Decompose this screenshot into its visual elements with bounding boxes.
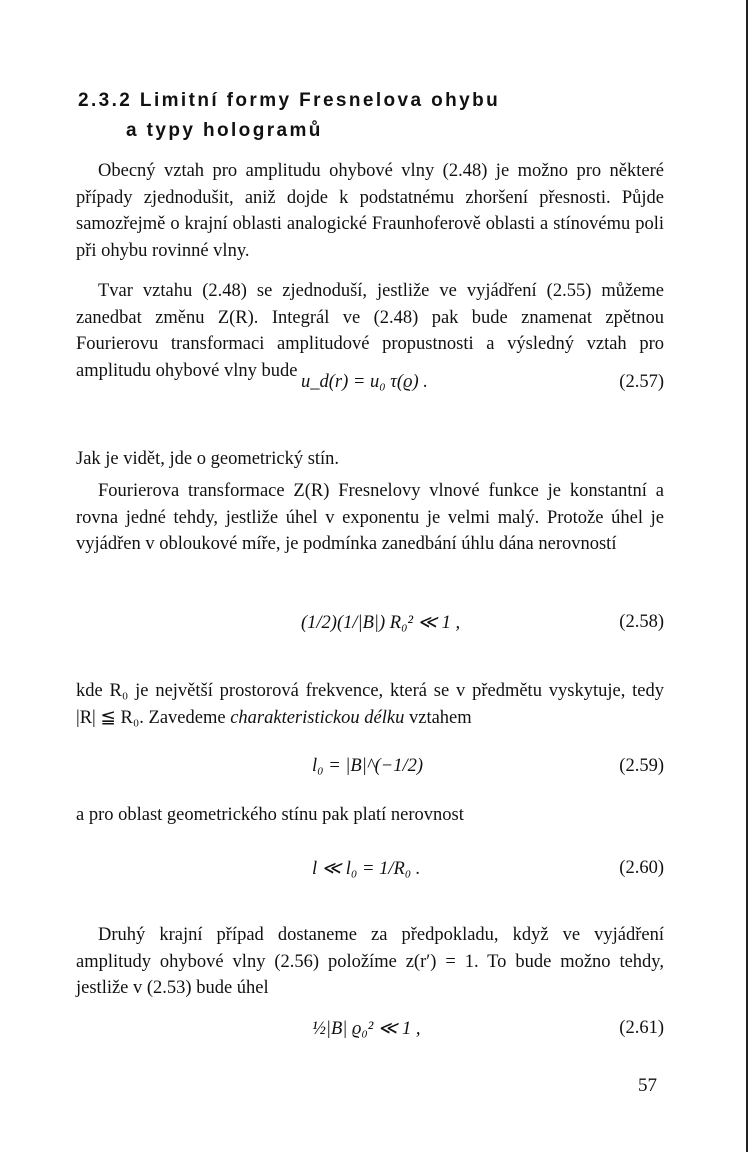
equation-2-59 — [76, 756, 664, 796]
equation-2-58-number: (2.58) — [619, 612, 664, 632]
paragraph-7: Druhý krajní případ dostaneme za předpokladu, když ve vyjádření amplitudy ohybové vlny (2.56) položíme z(r′) = 1. To bude možno tehdy, jestliže v (2.53) bude úhel — [76, 925, 664, 999]
page-number: 57 — [638, 1075, 657, 1096]
equation-2-58 — [76, 612, 664, 652]
paragraph-1: Obecný vztah pro amplitudu ohybové vlny (2.48) je možno pro některé případy zjednodušit, aniž dojde k podstatnému zhoršení přesnosti. Půjde samozřejmě o krajní oblasti analogické Fraunhoferově oblasti a stínovému poli při ohybu rovinné vlny. — [76, 161, 664, 261]
section-heading-line-2: a typy hologramů — [126, 120, 323, 141]
equation-2-60 — [76, 858, 664, 898]
paragraph-3: Jak je vidět, jde o geometrický stín. — [76, 449, 340, 469]
equation-2-61 — [76, 1018, 664, 1058]
paragraph-5-text-b: vztahem — [408, 707, 472, 728]
equation-2-57-number: (2.57) — [619, 372, 664, 392]
paragraph-5-emphasis: charakteristickou délku — [230, 707, 405, 728]
paragraph-5 — [76, 678, 664, 731]
equation-2-61-formula: ½|B| ϱ₀² ≪ 1 , — [312, 1019, 421, 1039]
paragraph-4: Fourierova transformace Z(R) Fresnelovy vlnové funkce je konstantní a rovna jedné tehdy, jestliže úhel v exponentu je velmi malý. Protože úhel je vyjádřen v obloukové míře, je podmínka zanedbání úhlu dána nerovností — [76, 481, 664, 555]
page-edge-line — [746, 0, 748, 1152]
section-heading-line-1: 2.3.2 Limitní formy Fresnelova ohybu — [78, 90, 501, 111]
equation-2-57-formula: u_d(r) = u₀ τ(ϱ) . — [301, 372, 428, 392]
paragraph-5-text-a: kde R₀ je největší prostorová frekvence, která se v předmětu vyskytuje, tedy |R| ≦ R₀. Zavedeme — [76, 681, 664, 728]
equation-2-60-number: (2.60) — [619, 858, 664, 878]
equation-2-59-number: (2.59) — [619, 756, 664, 776]
equation-2-57 — [76, 372, 664, 412]
paragraph-2: Tvar vztahu (2.48) se zjednoduší, jestliže ve vyjádření (2.55) můžeme zanedbat změnu Z(R). Integrál ve (2.48) pak bude znamenat zpětnou Fourierovu transformaci amplitudové propustnosti a výsledný vztah pro amplitudu ohybové vlny bude — [76, 281, 664, 381]
equation-2-58-formula: (1/2)(1/|B|) R₀² ≪ 1 , — [301, 613, 461, 633]
equation-2-60-formula: l ≪ l₀ = 1/R₀ . — [312, 859, 421, 879]
paragraph-6: a pro oblast geometrického stínu pak platí nerovnost — [76, 805, 464, 825]
section-heading — [78, 86, 500, 146]
equation-2-59-formula: l₀ = |B|^(−1/2) — [312, 756, 424, 776]
equation-2-61-number: (2.61) — [619, 1018, 664, 1038]
